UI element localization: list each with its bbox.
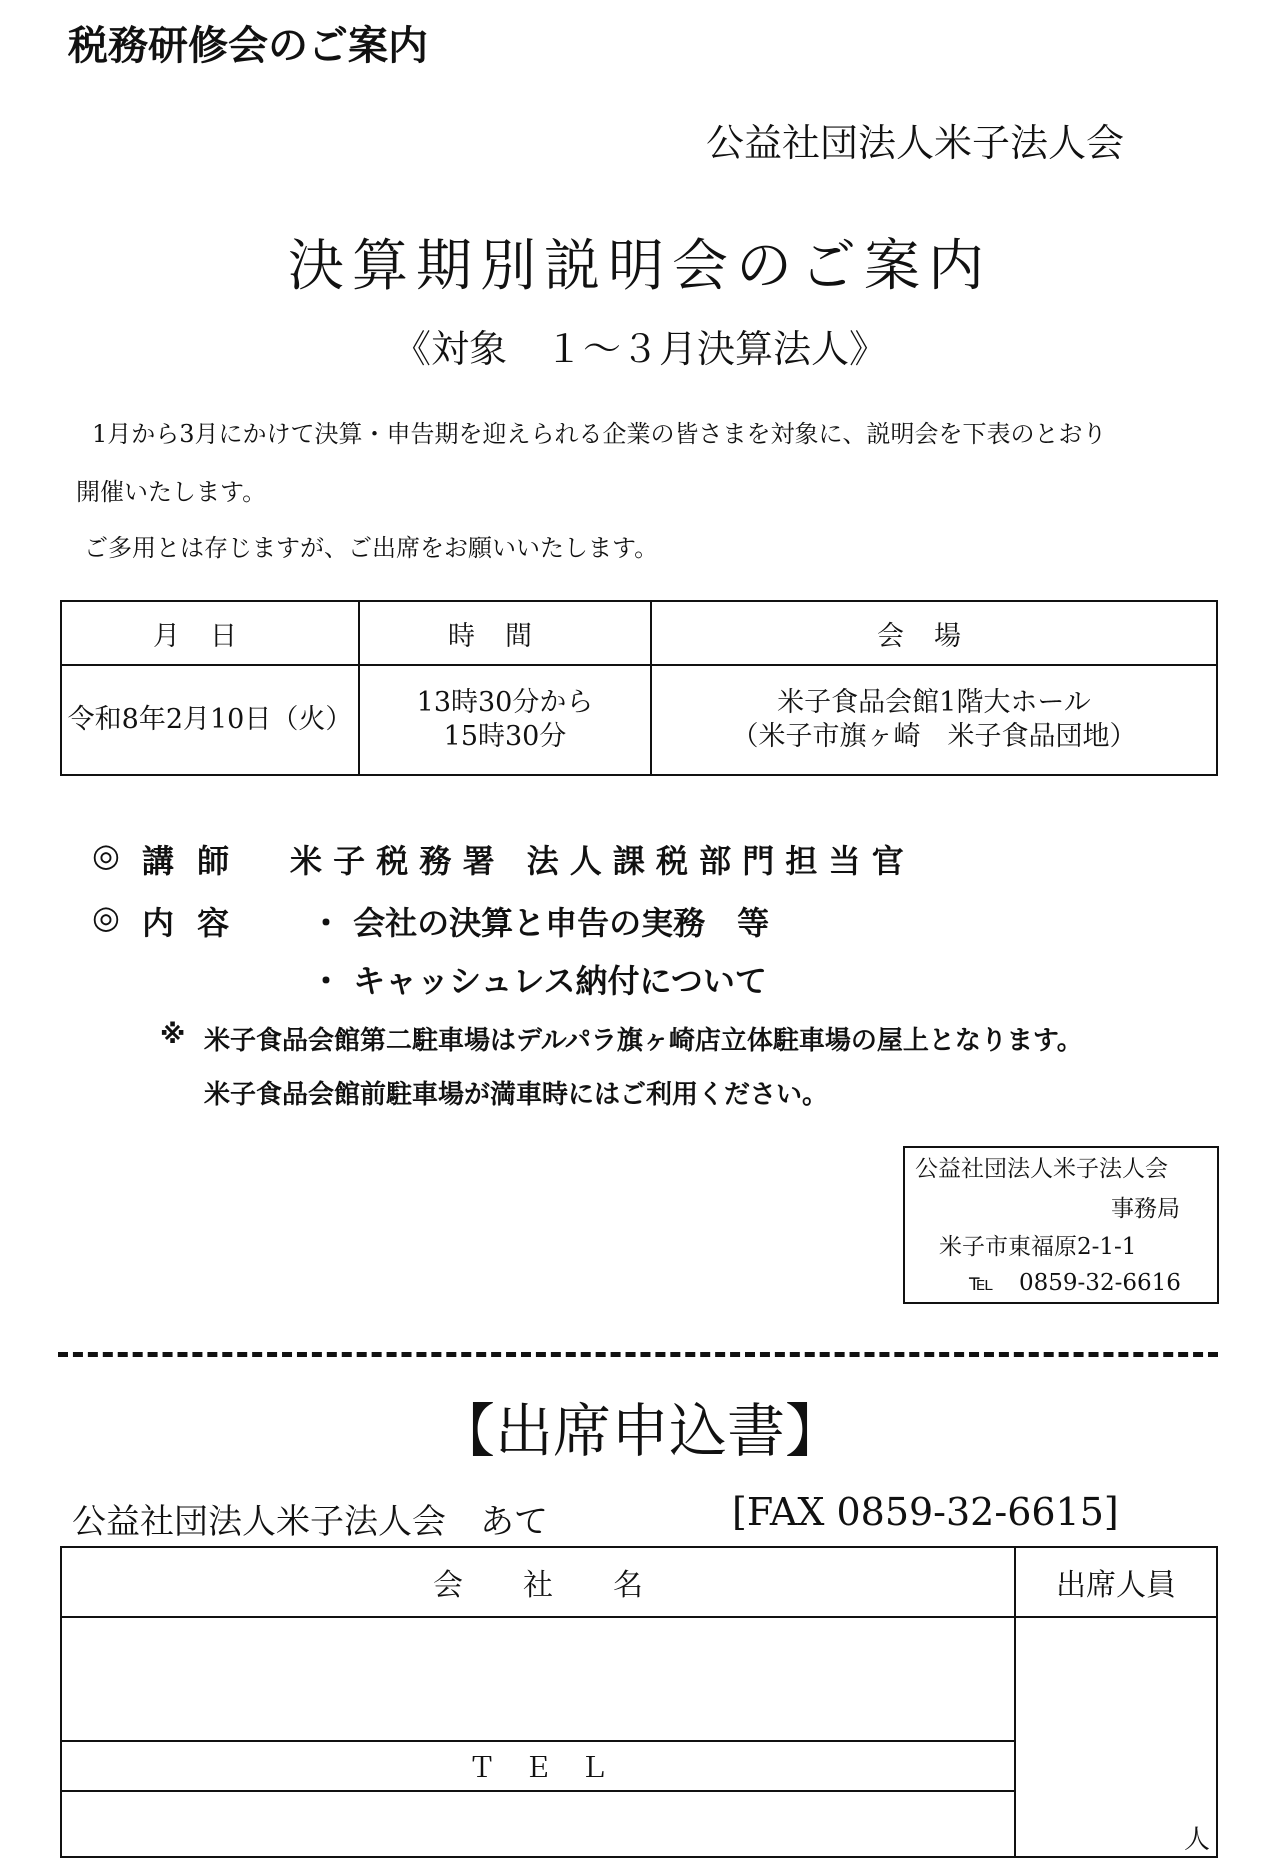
form-title: 【出席申込書】 xyxy=(436,1397,843,1465)
intro-paragraph-line2: 開催いたします。 xyxy=(76,478,267,506)
content-bullet: ◎ xyxy=(92,898,120,936)
notice-subtitle: 《対象 １～３月決算法人》 xyxy=(392,327,887,371)
schedule-header-time: 時間 xyxy=(359,601,651,665)
content-item-settlement: ・ 会社の決算と申告の実務 等 xyxy=(310,904,770,942)
office-tel: 0859-32-6616 xyxy=(1019,1270,1181,1296)
cut-line xyxy=(58,1352,1218,1357)
office-tel-label: ℡ xyxy=(969,1270,994,1296)
attendees-field[interactable] xyxy=(1015,1617,1217,1857)
notice-title: 決算期別説明会のご案内 xyxy=(288,234,992,299)
schedule-date: 令和8年2月10日（火） xyxy=(61,665,359,775)
tel-field[interactable] xyxy=(61,1791,1015,1857)
intro-paragraph-line3: ご多用とは存じますが、ご出席をお願いいたします。 xyxy=(84,534,659,562)
organization-name: 公益社団法人米子法人会 xyxy=(706,121,1125,165)
application-form-table xyxy=(60,1546,1218,1858)
form-addressee: 公益社団法人米子法人会 あて xyxy=(72,1502,548,1542)
schedule-header-date: 月日 xyxy=(61,601,359,665)
parking-note-line1: 米子食品会館第二駐車場はデルパラ旗ヶ崎店立体駐車場の屋上となります。 xyxy=(204,1026,1083,1056)
lecturer-label: 講 師 xyxy=(142,842,236,880)
schedule-venue xyxy=(651,665,1217,775)
schedule-time-start: 13時30分から xyxy=(416,687,594,718)
schedule-table xyxy=(60,600,1218,776)
note-mark: ※ xyxy=(160,1020,186,1050)
office-address: 米子市東福原2-1-1 xyxy=(939,1234,1137,1260)
schedule-time xyxy=(359,665,651,775)
office-contact-box xyxy=(903,1146,1219,1304)
schedule-time-end: 15時30分 xyxy=(443,721,567,752)
office-name: 公益社団法人米子法人会 xyxy=(915,1156,1168,1182)
attendees-unit: 人 xyxy=(1183,1825,1210,1855)
content-label: 内 容 xyxy=(142,904,236,942)
lecturer-name: 米 子 税 務 署 法 人 課 税 部 門 担 当 官 xyxy=(290,842,904,880)
lecturer-bullet: ◎ xyxy=(92,836,120,874)
intro-paragraph-line1: 1月から3月にかけて決算・申告期を迎えられる企業の皆さまを対象に、説明会を下表のとおり xyxy=(92,420,1107,448)
company-name-field[interactable] xyxy=(61,1617,1015,1741)
schedule-header-venue: 会場 xyxy=(651,601,1217,665)
tel-label: Ｔ Ｅ Ｌ xyxy=(61,1741,1015,1791)
form-fax-number: [FAX 0859-32-6615] xyxy=(732,1490,1119,1534)
company-name-header: 会 社 名 xyxy=(61,1547,1015,1617)
office-division: 事務局 xyxy=(1111,1196,1180,1222)
schedule-venue-name: 米子食品会館1階大ホール xyxy=(777,687,1091,718)
attendees-header: 出席人員 xyxy=(1015,1547,1217,1617)
parking-note-line2: 米子食品会館前駐車場が満車時にはご利用ください。 xyxy=(204,1080,829,1110)
schedule-venue-address: （米子市旗ヶ崎 米子食品団地） xyxy=(731,721,1137,752)
content-item-cashless: ・ キャッシュレス納付について xyxy=(310,962,767,1000)
header-title: 税務研修会のご案内 xyxy=(68,23,428,69)
